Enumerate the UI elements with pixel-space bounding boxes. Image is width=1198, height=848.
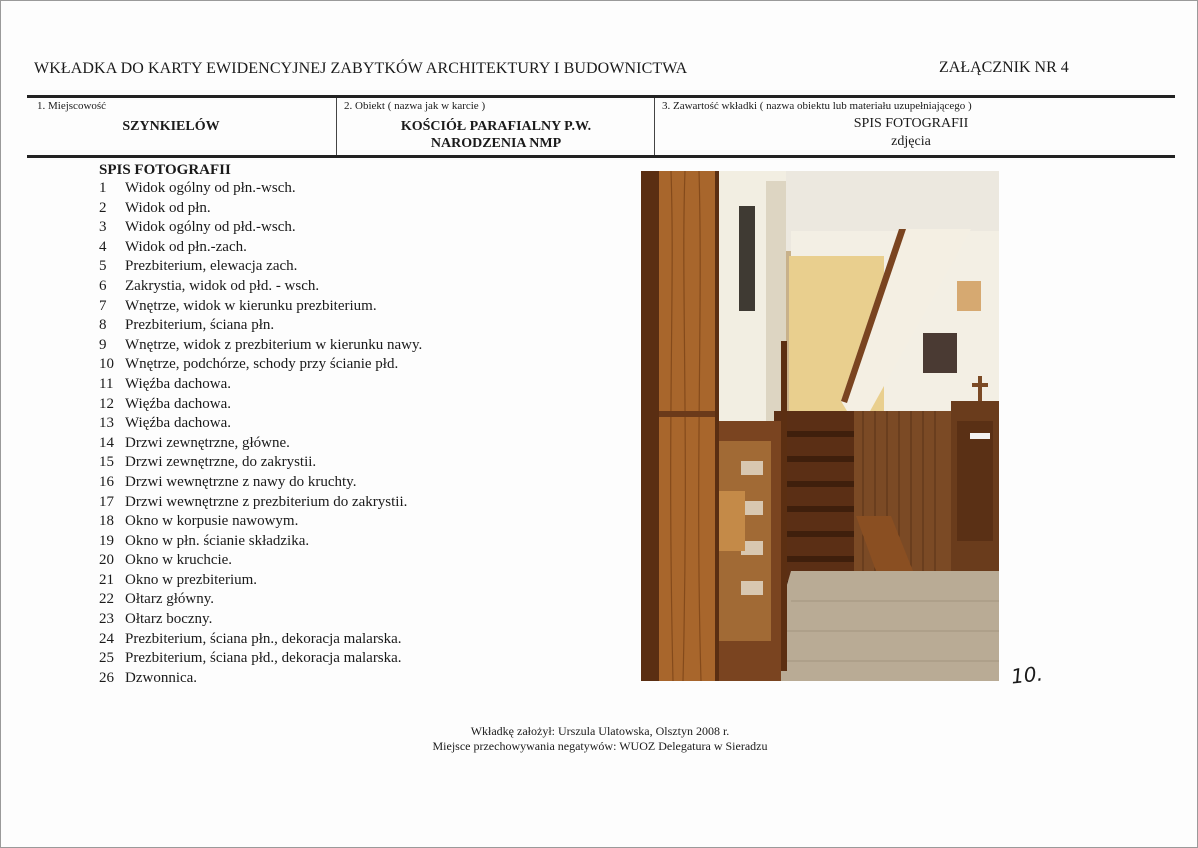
- photo-list-item-number: 17: [99, 493, 114, 510]
- photo-list-item: [99, 590, 422, 610]
- contents-value-line1: SPIS FOTOGRAFII: [853, 116, 969, 131]
- photo-list-item: [99, 551, 422, 571]
- photo-list-item-text: Widok ogólny od płd.-wsch.: [125, 219, 296, 236]
- photo-list-item-text: Więźba dachowa.: [125, 395, 232, 412]
- photo-list-item-text: Więźba dachowa.: [125, 415, 232, 432]
- photo-list-item: [99, 257, 422, 277]
- photo-list-item: [99, 375, 422, 395]
- contents-value-line2: zdjęcia: [891, 134, 931, 149]
- photo-list-item: [99, 316, 422, 336]
- photo-list-item: [99, 395, 422, 415]
- photo-list-item-text: Okno w płn. ścianie składzika.: [125, 532, 310, 549]
- photo-list-item-number: 25: [99, 650, 114, 667]
- photo-list-item-number: 15: [99, 454, 114, 471]
- photo-list-item: [99, 434, 422, 454]
- footer-author: Wkładkę założył: Urszula Ulatowska, Olsztyn 2008 r.: [470, 724, 730, 738]
- photo-list-item-number: 18: [99, 513, 114, 530]
- photo-list-item-number: 24: [99, 630, 114, 647]
- photo-list-item-number: 5: [99, 258, 107, 275]
- photo-list-item: [99, 277, 422, 297]
- photo-list-item-text: Widok od płn.-zach.: [125, 238, 247, 255]
- photo-list-item-text: Okno w prezbiterium.: [125, 571, 258, 588]
- photo-list-item: [99, 610, 422, 630]
- photo-list-item-text: Ołtarz główny.: [125, 591, 215, 608]
- photo-list-item-number: 20: [99, 552, 114, 569]
- object-label: 2. Obiekt ( nazwa jak w karcie ): [344, 100, 486, 112]
- header-rule-top: [27, 95, 1175, 98]
- photo-list-item: [99, 473, 422, 493]
- photo-list-item-number: 21: [99, 571, 114, 588]
- photo-list-item-number: 8: [99, 317, 107, 334]
- photo-list-item: [99, 297, 422, 317]
- photo-list-item-text: Okno w korpusie nawowym.: [125, 513, 299, 530]
- photo-list-item-number: 16: [99, 473, 114, 490]
- object-value-line1: KOŚCIÓŁ PARAFIALNY P.W.: [400, 119, 592, 134]
- photo-list-item: [99, 355, 422, 375]
- photo-list-item-text: Zakrystia, widok od płd. - wsch.: [125, 277, 320, 294]
- object-value-line2: NARODZENIA NMP: [430, 136, 562, 151]
- photo-list-item-number: 19: [99, 532, 114, 549]
- photo-list-item-text: Prezbiterium, ściana płn.: [125, 317, 275, 334]
- column-divider: [336, 98, 337, 155]
- photo-list-item: [99, 512, 422, 532]
- photo-list-item: [99, 571, 422, 591]
- photo-list-item-text: Ołtarz boczny.: [125, 611, 213, 628]
- photo-list-item-text: Prezbiterium, ściana płd., dekoracja malarska.: [125, 650, 402, 667]
- photo-list-item-number: 1: [99, 180, 107, 196]
- photo-list-item-number: 26: [99, 669, 114, 686]
- column-divider: [654, 98, 655, 155]
- photo-list-item: [99, 630, 422, 650]
- photo-list-item-number: 3: [99, 219, 107, 236]
- locality-label: 1. Miejscowość: [37, 100, 107, 112]
- photo-list-item-number: 22: [99, 591, 114, 608]
- photo-list-item-number: 9: [99, 336, 107, 353]
- photo-list-item: [99, 414, 422, 434]
- photo-list-item-number: 7: [99, 297, 107, 314]
- photo-list-item-text: Wnętrze, widok w kierunku prezbiterium.: [125, 297, 377, 314]
- photo-list-item: [99, 336, 422, 356]
- photo-list-item-number: 13: [99, 415, 114, 432]
- photo-list-item-text: Wnętrze, podchórze, schody przy ścianie płd.: [125, 356, 399, 373]
- photo-list-item: [99, 669, 422, 689]
- photo-list-item-text: Drzwi zewnętrzne, główne.: [125, 434, 290, 451]
- photo-list-item-text: Drzwi zewnętrzne, do zakrystii.: [125, 454, 317, 471]
- photo-list-item-text: Drzwi wewnętrzne z prezbiterium do zakrystii.: [125, 493, 408, 510]
- photo-list-item-number: 11: [99, 375, 114, 392]
- footer-storage: Miejsce przechowywania negatywów: WUOZ Delegatura w Sieradzu: [432, 739, 768, 753]
- photo-list-item-text: Prezbiterium, elewacja zach.: [125, 258, 298, 275]
- photo-list-item-number: 23: [99, 611, 114, 628]
- photo-list-item-number: 2: [99, 199, 107, 216]
- photo-list-item: [99, 199, 422, 219]
- photo-list-item-number: 6: [99, 277, 107, 294]
- photo-list-item-number: 4: [99, 238, 107, 255]
- photo-list-item-text: Drzwi wewnętrzne z nawy do kruchty.: [125, 473, 357, 490]
- photo-list: [99, 179, 422, 688]
- photo-list-item-text: Widok ogólny od płn.-wsch.: [125, 180, 296, 196]
- photo-list-item: [99, 453, 422, 473]
- header-rule-bottom: [27, 155, 1175, 158]
- photo-list-item-text: Okno w kruchcie.: [125, 552, 233, 569]
- photo-list-item: [99, 179, 422, 199]
- photo-list-item-number: 12: [99, 395, 114, 412]
- document-title: WKŁADKA DO KARTY EWIDENCYJNEJ ZABYTKÓW ARCHITEKTURY I BUDOWNICTWA: [34, 60, 688, 77]
- photo-list-item: [99, 649, 422, 669]
- photo-list-heading: SPIS FOTOGRAFII: [99, 162, 231, 178]
- photo-list-item-text: Więźba dachowa.: [125, 375, 232, 392]
- photo-list-item-text: Dzwonnica.: [125, 669, 198, 686]
- page-number: 10.: [1009, 661, 1044, 689]
- photo-list-item: [99, 532, 422, 552]
- interior-photograph: [641, 171, 999, 681]
- locality-value: SZYNKIELÓW: [122, 119, 220, 134]
- photo-list-item: [99, 493, 422, 513]
- photo-list-item-text: Widok od płn.: [125, 199, 211, 216]
- contents-label: 3. Zawartość wkładki ( nazwa obiektu lub materiału uzupełniającego ): [662, 100, 972, 112]
- photo-list-item-number: 10: [99, 356, 114, 373]
- photo-list-item-text: Wnętrze, widok z prezbiterium w kierunku nawy.: [125, 336, 423, 353]
- photo-list-item: [99, 218, 422, 238]
- photo-list-item-text: Prezbiterium, ściana płn., dekoracja malarska.: [125, 630, 402, 647]
- photo-list-item: [99, 238, 422, 258]
- annex-label: ZAŁĄCZNIK NR 4: [939, 59, 1069, 76]
- photo-list-item-number: 14: [99, 434, 114, 451]
